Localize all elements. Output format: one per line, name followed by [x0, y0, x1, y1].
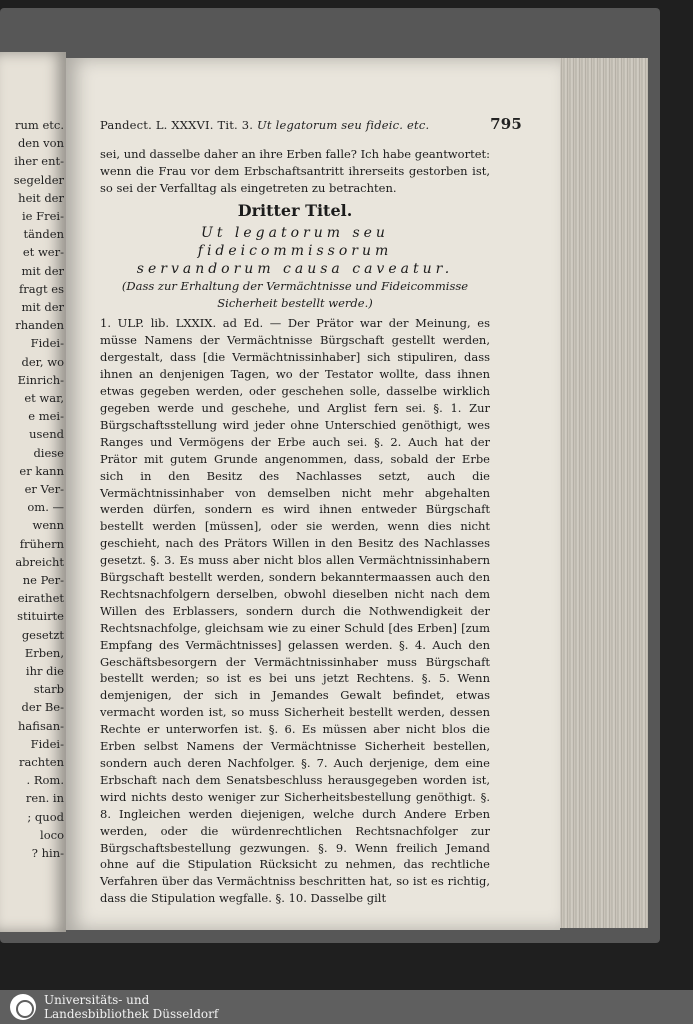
left-page-line: e mei-: [28, 409, 64, 424]
left-page-line: eirathet: [17, 591, 64, 606]
left-page-line: abreicht: [15, 554, 64, 569]
left-page-line: Erben,: [24, 645, 64, 660]
left-page-line: starb: [33, 682, 64, 697]
left-page-line: Fidei-: [30, 736, 64, 751]
left-page-line: om. —: [27, 500, 64, 515]
left-page-line: et wer-: [22, 245, 64, 260]
left-page-line: fragt es: [19, 281, 64, 296]
footer-line-1: Universitäts- und: [44, 993, 150, 1007]
left-page-line: hafisan-: [18, 718, 64, 733]
left-page-line: frühern: [19, 536, 64, 551]
left-page-line: er Ver-: [24, 482, 64, 496]
left-page-line: diese: [33, 445, 64, 460]
left-page-line: segelder: [13, 172, 64, 187]
left-page: [0, 52, 66, 932]
left-page-line: ren. in: [25, 791, 64, 806]
left-page-line: ; quod: [27, 809, 64, 824]
left-page-line: Einrich-: [17, 372, 64, 387]
left-page-line: ihr die: [25, 664, 64, 678]
left-page-line: et war,: [24, 391, 64, 405]
left-page-line: ne Per-: [22, 573, 64, 587]
left-page-line: tänden: [23, 227, 64, 242]
right-page: [66, 58, 560, 930]
left-page-line: ie Frei-: [22, 209, 64, 223]
library-logo-icon: [10, 994, 36, 1020]
left-page-line: mit der: [21, 300, 64, 314]
german-subtitle: (Dass zur Erhaltung der Vermächtnisse und Fideicommisse Sicherheit bestellt werde.): [121, 278, 469, 310]
left-page-line: den von: [17, 136, 64, 151]
running-head-left: Pandect. L. XXXVI. Tit. 3.: [100, 118, 254, 132]
left-page-line: iher ent-: [14, 154, 64, 169]
left-page-line: Fidei-: [30, 336, 64, 351]
left-page-line: rhanden: [15, 318, 64, 333]
left-page-line: gesetzt: [21, 627, 64, 642]
latin-title-line-2: servandorum causa caveatur.: [136, 260, 454, 277]
left-page-line: heit der: [18, 190, 64, 205]
left-page-line: stituirte: [17, 609, 64, 624]
page-text: [100, 146, 490, 907]
left-page-line: wenn: [32, 518, 64, 533]
body-paragraph: 1. ULP. lib. LXXIX. ad Ed. — Der Prätor war der Meinung, es müsse Namens der Vermächtnisse Bürgschaft gestellt werden, dergestalt, dass [die Vermächtnissinhaber] sich stipuliren, dass ihnen an denjenigen Tagen, wo der Testator wollte, dass ihnen etwas gegeben werden, oder geschehen solle, dasselbe wirklich gegeben werde und geschehe, und Arglist fern sei. §. 1. Zur Bürgschaftsstellung wird jeder ohne Unterschied genöthigt, wes Ranges und Vermögens der Erbe auch sei. §. 2. Auch hat der Prätor mit gutem Grunde angenommen, dass, sobald der Erbe sich in den Besitz des Nachlasses setzt, auch die Vermächtnissinhaber von demselben nicht mehr abgehalten werden dürfen, sondern es wird ihnen entweder Bürgschaft bestellt werden [müssen], oder sie werden, wenn dies nicht geschieht, nach des Prätors Willen in den Besitz des Nachlasses gesetzt. §. 3. Es muss aber nicht blos allen Vermächtnissinhabern Bürgschaft bestellt werden, sondern bekanntermaassen auch den Rechtsnachfolgern derselben, obwohl dieselben nicht nach dem Willen des Erblassers, sondern durch die Nothwendigkeit der Rechtsnachfolge, gleichsam wie zu einer Schuld [des Erben] [zum Empfang des Vermächtnisses] gelassen werden. §. 4. Auch den Geschäftsbesorgern der Vermächtnissinhaber muss Bürgschaft bestellt werden; so ist es bei uns jetzt Rechtens. §. 5. Wenn demjenigen, der sich in Jemandes Gewalt befindet, etwas vermacht worden ist, so muss Sicherheit bestellt werden, dessen Rechte er unterworfen ist. §. 6. Es müssen aber nicht blos die Erben selbst Namens der Vermächtnisse Sicherheit bestellen, sondern auch deren Nachfolger. §. 7. Auch derjenige, dem eine Erbschaft nach dem Senatsbeschluss herausgegeben worden ist, wird nichts desto weniger zur Sicherheitsbestellung genöthigt. §. 8. Ingleichen werden diejenigen, welche durch Andere Erben werden, oder die würdenrechtlichen Rechtsnachfolger zur Bürgschaftsbestellung gezwungen. §. 9. Wenn freilich Jemand ohne auf die Stipulation Rücksicht zu nehmen, das rechtliche Verfahren über das Vermächtniss beschritten hat, so ist es richtig, dass die Stipulation wegfalle. §. 10. Dasselbe gilt: [100, 316, 490, 906]
left-page-line: rachten: [18, 755, 64, 769]
left-page-line: mit der: [21, 263, 64, 278]
left-page-line: der, wo: [21, 354, 64, 369]
left-page-line: usend: [29, 427, 64, 442]
section-title: Dritter Titel.: [237, 200, 353, 220]
page-edges: [556, 58, 648, 928]
left-page-line: . Rom.: [26, 773, 64, 788]
left-page-line: loco: [40, 827, 64, 842]
left-page-line: rum etc.: [15, 118, 64, 132]
running-head-title: Ut legatorum seu fideic. etc.: [257, 118, 430, 132]
latin-title-line-1: Ut legatorum seu fideicommissorum: [197, 224, 393, 259]
page-number: 795: [490, 115, 522, 133]
library-footer: [0, 990, 693, 1024]
left-page-line: er kann: [19, 463, 64, 478]
footer-line-2: Landesbibliothek Düsseldorf: [44, 1007, 219, 1021]
running-head: [100, 115, 522, 133]
left-page-line: ? hin-: [31, 846, 64, 860]
left-page-line: der Be-: [21, 700, 64, 715]
intro-paragraph: sei, und dasselbe daher an ihre Erben falle? Ich habe geantwortet: wenn die Frau vor dem Erbschaftsantritt ihrerseits gestorben ist, so sei der Verfalltag als eingetreten zu betrachten.: [100, 147, 490, 195]
